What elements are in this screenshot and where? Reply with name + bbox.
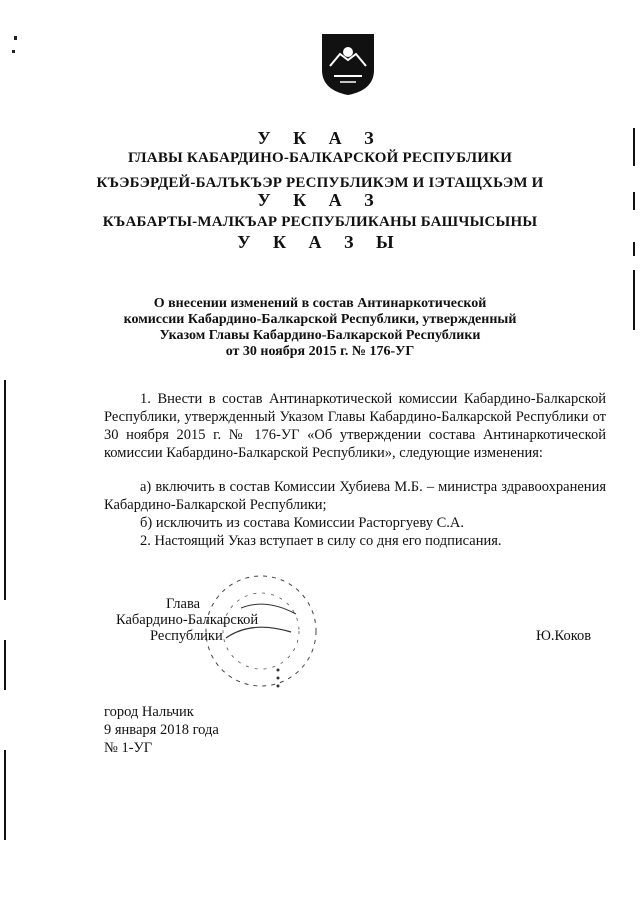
document-date: 9 января 2018 года	[104, 722, 219, 738]
paragraph-item-b: б) исключить из состава Комиссии Расторгуеву С.А.	[140, 515, 464, 531]
scan-edge-line	[4, 750, 6, 840]
scan-edge-line	[4, 640, 6, 690]
signatory-position-line: Глава	[166, 596, 201, 612]
paragraph-2: 2. Настоящий Указ вступает в силу со дня его подписания.	[140, 533, 502, 549]
document-title-line: от 30 ноября 2015 г. № 176-УГ	[225, 344, 415, 359]
ukaz-heading-ru: У К А З	[257, 128, 383, 148]
document-number: № 1-УГ	[104, 740, 153, 756]
document-title-line: комиссии Кабардино-Балкарской Республики, утвержденный	[123, 312, 517, 327]
document-city: город Нальчик	[104, 704, 194, 720]
signatory-position-line: Республики	[150, 628, 223, 644]
scan-edge-line	[4, 380, 6, 600]
issuer-heading-kabardian: КЪЭБЭРДЕЙ-БАЛЪКЪЭР РЕСПУБЛИКЭМ И ІЭТАЩХЬЭМ И	[96, 175, 544, 191]
scan-mark	[12, 50, 15, 53]
paragraph-1: 1. Внести в состав Антинаркотической комиссии Кабардино-Балкарской Республики, утвержденный Указом Главы Кабардино-Балкарской Республики от 30 ноября 2015 г. № 176-УГ «Об утверждении состава Антинаркотической комиссии Кабардино-Балкарской Республики», следующие изменения:	[104, 391, 606, 461]
document-title-line: О внесении изменений в состав Антинаркотической	[153, 296, 487, 311]
paragraph-item-a: а) включить в состав Комиссии Хубиева М.Б. – министра здравоохранения Кабардино-Балкарской Республики;	[104, 479, 606, 513]
ukaz-heading-kabardian: У К А З	[257, 190, 383, 210]
coat-of-arms-emblem	[320, 32, 376, 96]
scan-mark	[14, 36, 17, 40]
signatory-name: Ю.Коков	[536, 628, 592, 644]
signatory-position-line: Кабардино-Балкарской	[116, 612, 259, 628]
document-title-line: Указом Главы Кабардино-Балкарской Республики	[159, 328, 481, 343]
ukaz-heading-balkar: У К А З Ы	[237, 232, 403, 252]
issuer-heading-ru: ГЛАВЫ КАБАРДИНО-БАЛКАРСКОЙ РЕСПУБЛИКИ	[127, 150, 513, 166]
issuer-heading-balkar: КЪАБАРТЫ-МАЛКЪАР РЕСПУБЛИКАНЫ БАШЧЫСЫНЫ	[102, 214, 538, 230]
